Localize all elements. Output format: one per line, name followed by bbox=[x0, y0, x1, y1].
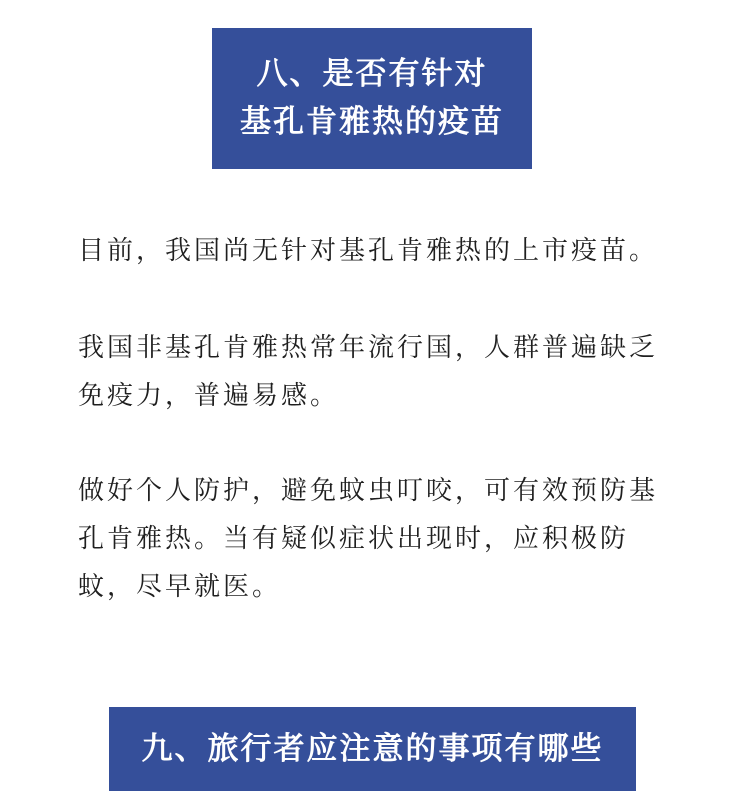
paragraph-line: 目前，我国尚无针对基孔肯雅热的上市疫苗。 bbox=[78, 236, 659, 266]
section-8-title-line-2: 基孔肯雅热的疫苗 bbox=[240, 104, 504, 140]
paragraph-line: 我国非基孔肯雅热常年流行国，人群普遍缺乏 bbox=[78, 333, 659, 363]
paragraph-susceptibility bbox=[78, 324, 688, 420]
paragraph-line: 蚊，尽早就医。 bbox=[78, 572, 282, 602]
paragraph-line: 做好个人防护，避免蚊虫叮咬，可有效预防基 bbox=[78, 476, 659, 506]
section-9-heading bbox=[109, 707, 636, 791]
paragraph-vaccine-status bbox=[78, 227, 688, 275]
section-8-title-line-1: 八、是否有针对 bbox=[256, 56, 488, 92]
section-8-heading bbox=[212, 28, 532, 169]
paragraph-line: 免疫力，普遍易感。 bbox=[78, 381, 340, 411]
section-9-title: 九、旅行者应注意的事项有哪些 bbox=[141, 731, 604, 767]
paragraph-prevention bbox=[78, 467, 688, 611]
paragraph-line: 孔肯雅热。当有疑似症状出现时，应积极防 bbox=[78, 524, 630, 554]
